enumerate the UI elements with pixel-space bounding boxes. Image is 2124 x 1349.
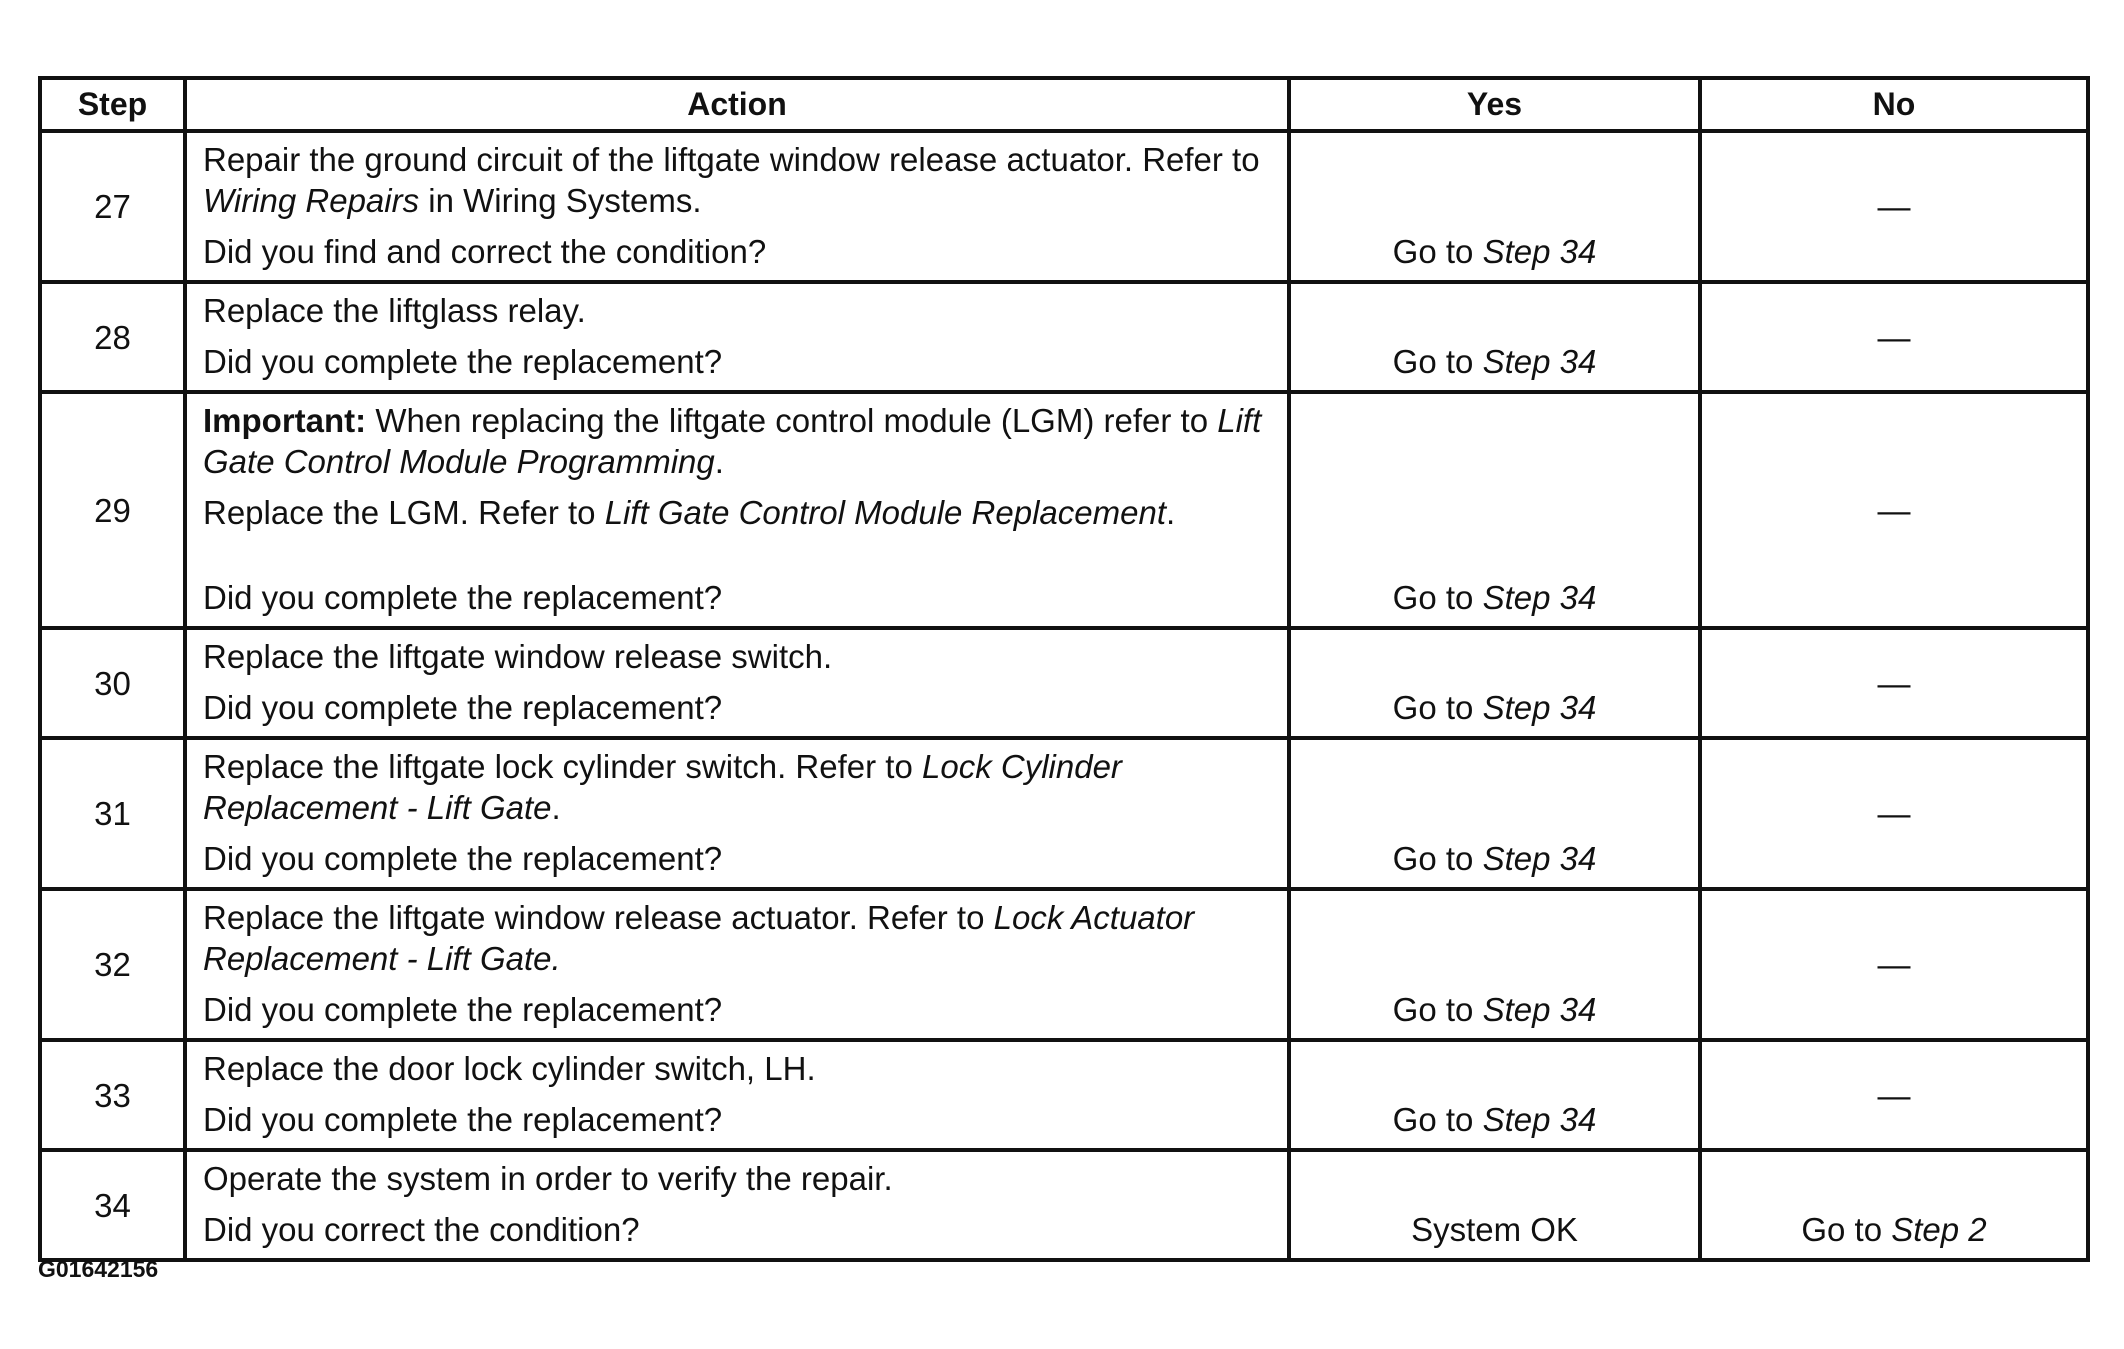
table-row bbox=[40, 392, 2088, 628]
yes-cell: Go to Step 34 bbox=[1289, 282, 1700, 392]
yes-cell: Go to Step 34 bbox=[1289, 131, 1700, 282]
yes-cell: Go to Step 34 bbox=[1289, 738, 1700, 889]
header-yes: Yes bbox=[1289, 78, 1700, 131]
header-action: Action bbox=[185, 78, 1289, 131]
question-text: Did you complete the replacement? bbox=[203, 579, 723, 616]
no-cell: — bbox=[1700, 131, 2088, 282]
action-cell bbox=[185, 392, 1289, 628]
action-cell bbox=[185, 628, 1289, 738]
table-row bbox=[40, 738, 2088, 889]
figure-id: G01642156 bbox=[38, 1256, 159, 1282]
step-number: 29 bbox=[40, 392, 185, 628]
table-row bbox=[40, 889, 2088, 1040]
action-text: Replace the liftgate lock cylinder switch. Refer to Lock Cylinder Replacement - Lift Gate. bbox=[203, 748, 1122, 826]
table-row bbox=[40, 1150, 2088, 1260]
step-number: 30 bbox=[40, 628, 185, 738]
step-number: 28 bbox=[40, 282, 185, 392]
reference-link[interactable]: Lock Cylinder Replacement - Lift Gate bbox=[203, 748, 1122, 826]
question-text: Did you complete the replacement? bbox=[203, 689, 723, 726]
header-step: Step bbox=[40, 78, 185, 131]
action-text: Replace the liftgate window release actuator. Refer to Lock Actuator Replacement - Lift Gate. bbox=[203, 899, 1195, 977]
action-cell bbox=[185, 889, 1289, 1040]
reference-link[interactable]: Lift Gate Control Module Replacement bbox=[604, 494, 1166, 531]
step-link[interactable]: Step 34 bbox=[1482, 233, 1597, 270]
action-cell bbox=[185, 131, 1289, 282]
step-link[interactable]: Step 34 bbox=[1482, 689, 1597, 726]
action-cell bbox=[185, 1040, 1289, 1150]
reference-link[interactable]: Lift Gate Control Module Programming bbox=[203, 402, 1262, 480]
action-cell bbox=[185, 282, 1289, 392]
action-cell bbox=[185, 738, 1289, 889]
table-row bbox=[40, 628, 2088, 738]
no-cell: — bbox=[1700, 282, 2088, 392]
action-cell bbox=[185, 1150, 1289, 1260]
no-cell: — bbox=[1700, 889, 2088, 1040]
yes-cell: Go to Step 34 bbox=[1289, 392, 1700, 628]
question-text: Did you find and correct the condition? bbox=[203, 233, 767, 270]
reference-link[interactable]: Lock Actuator Replacement - Lift Gate. bbox=[203, 899, 1195, 977]
question-text: Did you correct the condition? bbox=[203, 1211, 640, 1248]
important-label: Important: bbox=[203, 402, 367, 439]
no-cell: — bbox=[1700, 738, 2088, 889]
action-text: Replace the liftgate window release switch. bbox=[203, 638, 833, 675]
step-number: 33 bbox=[40, 1040, 185, 1150]
no-cell: — bbox=[1700, 628, 2088, 738]
diagnostic-table bbox=[38, 76, 2090, 1262]
table-row bbox=[40, 282, 2088, 392]
step-link[interactable]: Step 34 bbox=[1482, 1101, 1597, 1138]
no-cell: — bbox=[1700, 1040, 2088, 1150]
step-number: 31 bbox=[40, 738, 185, 889]
action-text: Repair the ground circuit of the liftgate window release actuator. Refer to Wiring Repairs in Wiring Systems. bbox=[203, 141, 1260, 219]
step-number: 34 bbox=[40, 1150, 185, 1260]
step-number: 32 bbox=[40, 889, 185, 1040]
question-text: Did you complete the replacement? bbox=[203, 991, 723, 1028]
step-number: 27 bbox=[40, 131, 185, 282]
action-text: Replace the liftglass relay. bbox=[203, 292, 586, 329]
question-text: Did you complete the replacement? bbox=[203, 1101, 723, 1138]
yes-cell: System OK bbox=[1289, 1150, 1700, 1260]
no-cell: — bbox=[1700, 392, 2088, 628]
no-cell: Go to Step 2 bbox=[1700, 1150, 2088, 1260]
step-link[interactable]: Step 34 bbox=[1482, 579, 1597, 616]
step-link[interactable]: Step 34 bbox=[1482, 991, 1597, 1028]
table-row bbox=[40, 1040, 2088, 1150]
step-link[interactable]: Step 34 bbox=[1482, 343, 1597, 380]
yes-cell: Go to Step 34 bbox=[1289, 628, 1700, 738]
diagnostic-table-container bbox=[38, 76, 2086, 1262]
step-link[interactable]: Step 34 bbox=[1482, 840, 1597, 877]
table-row bbox=[40, 131, 2088, 282]
step-link[interactable]: Step 2 bbox=[1891, 1211, 1987, 1248]
action-text: Replace the door lock cylinder switch, LH. bbox=[203, 1050, 816, 1087]
yes-cell: Go to Step 34 bbox=[1289, 1040, 1700, 1150]
header-no: No bbox=[1700, 78, 2088, 131]
question-text: Did you complete the replacement? bbox=[203, 343, 723, 380]
action-text: Operate the system in order to verify the repair. bbox=[203, 1160, 893, 1197]
important-note: Important: When replacing the liftgate control module (LGM) refer to Lift Gate Control Module Programming. bbox=[203, 402, 1262, 480]
table-header-row bbox=[40, 78, 2088, 131]
action-text: Replace the LGM. Refer to Lift Gate Control Module Replacement. bbox=[203, 494, 1176, 531]
reference-link[interactable]: Wiring Repairs bbox=[203, 182, 420, 219]
yes-cell: Go to Step 34 bbox=[1289, 889, 1700, 1040]
question-text: Did you complete the replacement? bbox=[203, 840, 723, 877]
